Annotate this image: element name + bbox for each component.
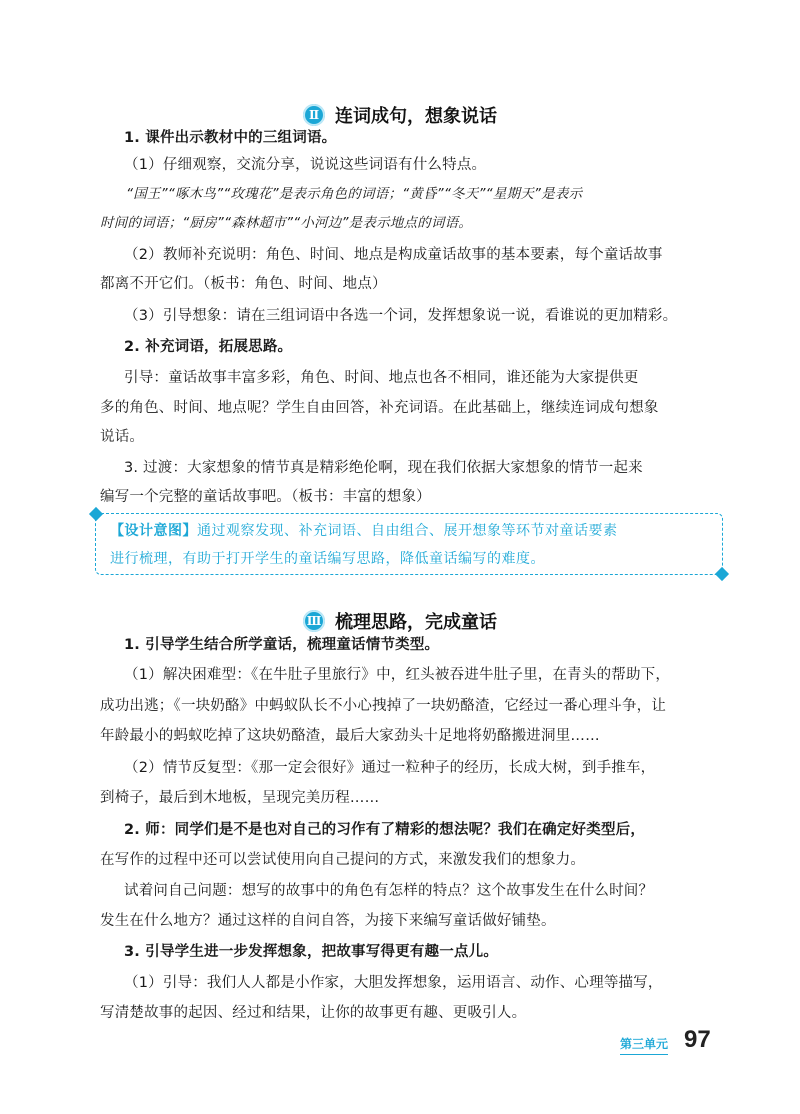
paragraph-line: 在写作的过程中还可以尝试使用向自己提问的方式，来激发我们的想象力。 bbox=[100, 852, 586, 868]
step-heading: 3. 引导学生进一步发挥想象，把故事写得更有趣一点儿。 bbox=[124, 944, 499, 960]
section-number-badge: Ⅲ bbox=[303, 610, 325, 632]
step-heading: 1. 引导学生结合所学童话，梳理童话情节类型。 bbox=[124, 637, 440, 653]
paragraph-line: 说话。 bbox=[100, 429, 145, 445]
paragraph-line: （1）解决困难型：《在牛肚子里旅行》中，红头被吞进牛肚子里，在青头的帮助下， bbox=[124, 667, 671, 683]
paragraph-line: “国王”“啄木鸟”“玫瑰花”是表示角色的词语；“黄昏”“冬天”“星期天”是表示 bbox=[126, 186, 583, 202]
step-heading: 2. 师：同学们是不是也对自己的习作有了精彩的想法呢？我们在确定好类型后， bbox=[124, 822, 646, 838]
step-heading: 1. 课件出示教材中的三组词语。 bbox=[124, 130, 337, 146]
paragraph-line: 到椅子，最后到木地板，呈现完美历程…… bbox=[100, 790, 380, 806]
paragraph-line: （3）引导想象：请在三组词语中各选一个词，发挥想象说一说，看谁说的更加精彩。 bbox=[124, 308, 678, 324]
page-number: 97 bbox=[684, 1026, 711, 1053]
paragraph-line: （2）情节反复型：《那一定会很好》通过一粒种子的经历，长成大树，到手推车， bbox=[124, 760, 656, 776]
paragraph-line: （1）仔细观察，交流分享，说说这些词语有什么特点。 bbox=[124, 157, 487, 173]
unit-label: 第三单元 bbox=[620, 1035, 668, 1055]
step-heading: 3. 过渡：大家想象的情节真是精彩绝伦啊，现在我们依据大家想象的情节一起来 bbox=[124, 460, 643, 476]
paragraph-line: 年龄最小的蚂蚁吃掉了这块奶酪渣，最后大家劲头十足地将奶酪搬进洞里…… bbox=[100, 728, 600, 744]
paragraph-line: 引导：童话故事丰富多彩，角色、时间、地点也各不相同，谁还能为大家提供更 bbox=[124, 370, 639, 386]
section-heading-2 bbox=[0, 102, 800, 128]
paragraph-line: 成功出逃；《一块奶酪》中蚂蚁队长不小心拽掉了一块奶酪渣，它经过一番心理斗争，让 bbox=[100, 698, 667, 714]
step-heading: 2. 补充词语，拓展思路。 bbox=[124, 339, 293, 355]
section-heading-3 bbox=[0, 608, 800, 634]
paragraph-line: （2）教师补充说明：角色、时间、地点是构成童话故事的基本要素，每个童话故事 bbox=[124, 247, 663, 263]
design-intent-label: 【设计意图】 bbox=[110, 523, 197, 539]
section-title: 梳理思路，完成童话 bbox=[335, 612, 497, 633]
paragraph-line: 发生在什么地方？通过这样的自问自答，为接下来编写童话做好铺垫。 bbox=[100, 913, 556, 929]
paragraph-line: 时间的词语；“厨房”“森林超市”“小河边”是表示地点的词语。 bbox=[100, 215, 472, 231]
corner-ornament bbox=[89, 507, 103, 521]
design-intent-text: 进行梳理，有助于打开学生的童话编写思路，降低童话编写的难度。 bbox=[110, 551, 545, 567]
paragraph-line: （1）引导：我们人人都是小作家，大胆发挥想象，运用语言、动作、心理等描写， bbox=[124, 975, 663, 991]
paragraph-line: 编写一个完整的童话故事吧。（板书：丰富的想象） bbox=[100, 489, 431, 505]
design-intent-text: 通过观察发现、补充词语、自由组合、展开想象等环节对童话要素 bbox=[197, 523, 618, 539]
section-number-badge: Ⅱ bbox=[303, 104, 325, 126]
paragraph-line: 写清楚故事的起因、经过和结果，让你的故事更有趣、更吸引人。 bbox=[100, 1005, 527, 1021]
section-title: 连词成句，想象说话 bbox=[335, 106, 497, 127]
paragraph-line: 都离不开它们。（板书：角色、时间、地点） bbox=[100, 276, 387, 292]
paragraph-line: 多的角色、时间、地点呢？学生自由回答，补充词语。在此基础上，继续连词成句想象 bbox=[100, 400, 659, 416]
paragraph-line: 试着问自己问题：想写的故事中的角色有怎样的特点？这个故事发生在什么时间？ bbox=[124, 883, 654, 899]
corner-ornament bbox=[715, 567, 729, 581]
design-intent-line bbox=[110, 520, 618, 542]
